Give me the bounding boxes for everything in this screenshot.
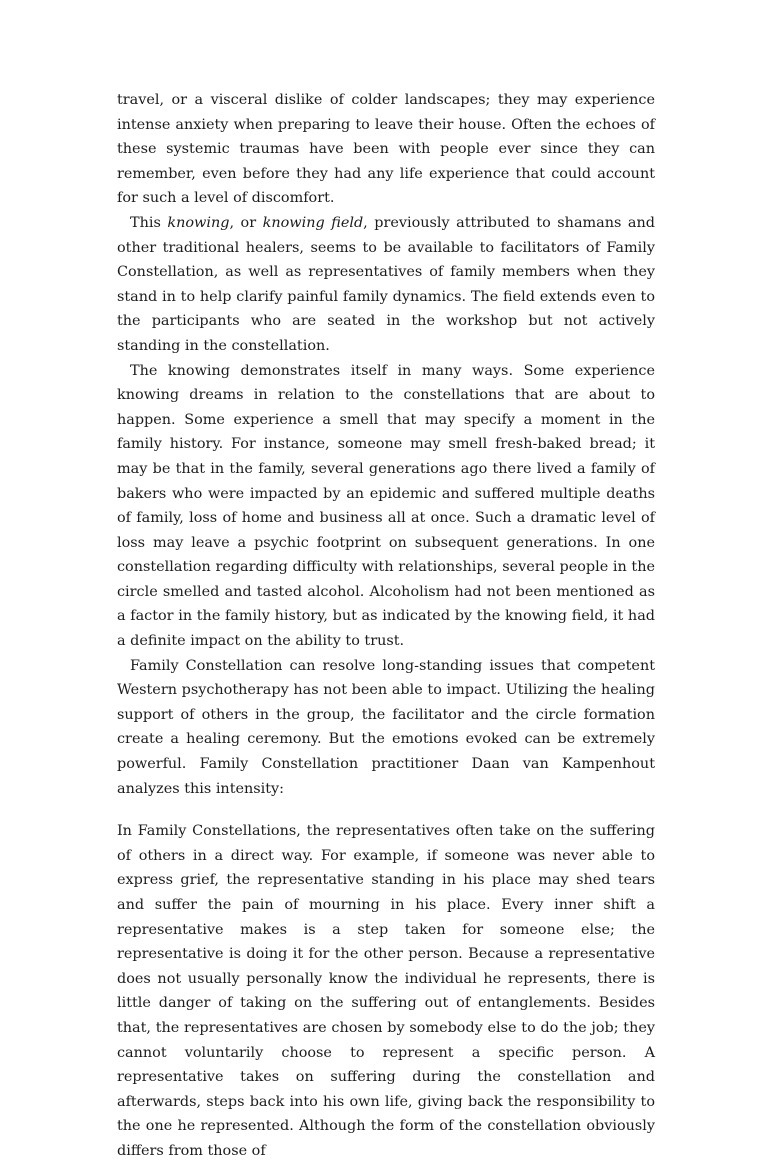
paragraph-2 bbox=[117, 211, 655, 359]
paragraph-3-text: The knowing demonstrates itself in many ways. Some experience knowing dreams in relation to the constellations that are about to happen. Some experience a smell that may specify a moment in the family history. For instance, someone may smell fresh-baked bread; it may be that in the family, several generations ago there lived a family of bakers who were impacted by an epidemic and suffered multiple deaths of family, loss of home and business all at once. Such a dramatic level of loss may leave a psychic footprint on subsequent generations. In one constellation regarding difficulty with relationships, several people in the circle smelled and tasted alcohol. Alcoholism had not been mentioned as a factor in the family history, but as indicated by the knowing field, it had a definite impact on the ability to trust. bbox=[117, 362, 655, 650]
document-page bbox=[117, 88, 655, 1164]
block-quote-text: In Family Constellations, the representatives often take on the suffering of others in a direct way. For example, if someone was never able to express grief, the representative standing in his place may shed tears and suffer the pain of mourning in his place. Every inner shift a representative makes is a step taken for someone else; the representative is doing it for the other person. Because a representative does not usually personally know the individual he represents, there is little danger of taking on the suffering out of entanglements. Besides that, the representatives are chosen by somebody else to do the job; they cannot voluntarily choose to represent a specific person. A representative takes on suffering during the constellation and afterwards, steps back into his own life, giving back the responsibility to the one he represented. Although the form of the constellation obviously differs from those of bbox=[117, 823, 655, 1159]
block-quote bbox=[117, 819, 655, 1163]
paragraph-2-term-knowing: knowing bbox=[167, 214, 230, 231]
paragraph-4 bbox=[117, 654, 655, 802]
paragraph-2-text-b: , or bbox=[229, 214, 263, 231]
paragraph-2-text-a: This bbox=[130, 214, 168, 231]
paragraph-2-term-knowing-field: knowing field bbox=[262, 214, 364, 231]
paragraph-1-text: travel, or a visceral dislike of colder landscapes; they may experience intense anxiety when preparing to leave their house. Often the echoes of these systemic traumas have been with people ever since they can remember, even before they had any life experience that could account for such a level of discomfort. bbox=[117, 92, 655, 207]
paragraph-1 bbox=[117, 88, 655, 211]
paragraph-4-text: Family Constellation can resolve long-standing issues that competent Western psychotherapy has not been able to impact. Utilizing the healing support of others in the group, the facilitator and the circle formation create a healing ceremony. But the emotions evoked can be extremely powerful. Family Constellation practitioner Daan van Kampenhout analyzes this intensity: bbox=[117, 657, 655, 797]
paragraph-3 bbox=[117, 359, 655, 654]
paragraph-2-text-c: , previously attributed to shamans and other traditional healers, seems to be available to facilitators of Family Constellation, as well as representatives of family members when they stand in to help clarify painful family dynamics. The field extends even to the participants who are seated in the workshop but not actively standing in the constellation. bbox=[117, 214, 655, 354]
